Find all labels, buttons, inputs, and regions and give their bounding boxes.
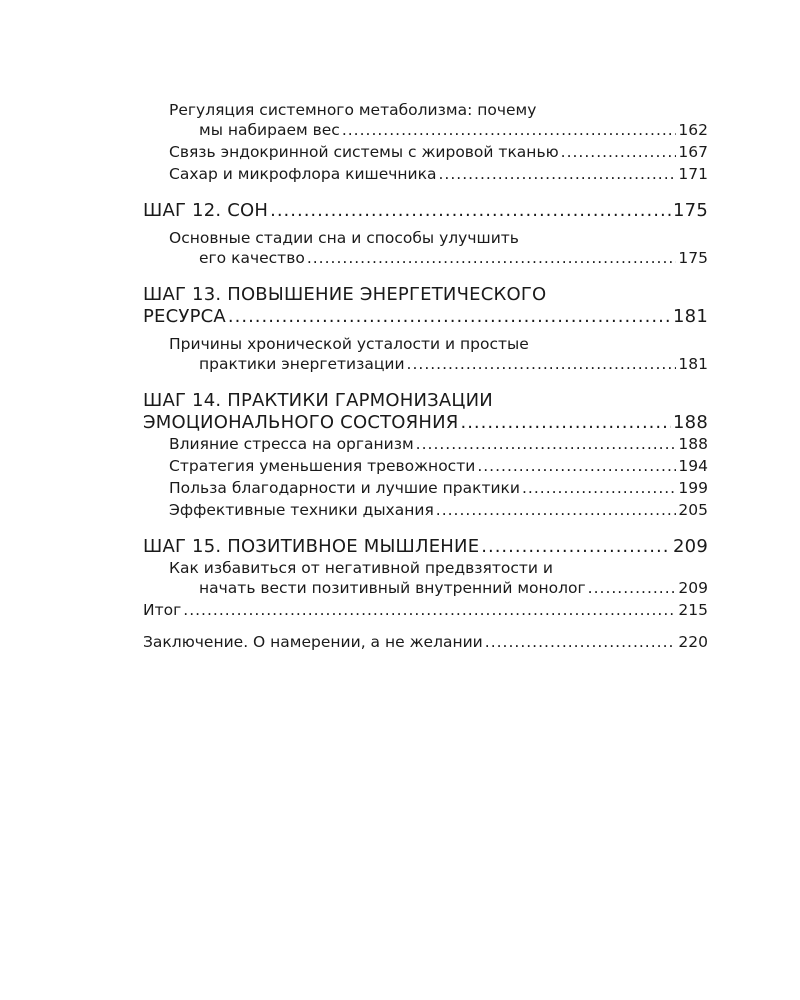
toc-entry-endocrine[interactable] bbox=[143, 142, 708, 162]
toc-entry-title-cont: начать вести позитивный внутренний монолог bbox=[199, 579, 586, 597]
page-number: 209 bbox=[673, 536, 708, 557]
page-number: 205 bbox=[678, 501, 708, 519]
leader-dots bbox=[485, 632, 677, 652]
leader-dots bbox=[561, 142, 677, 162]
page-number: 199 bbox=[678, 479, 708, 497]
page-number: 215 bbox=[678, 601, 708, 619]
chapter-title-cont: ЭМОЦИОНАЛЬНОГО СОСТОЯНИЯ bbox=[143, 412, 459, 433]
toc-entry-gratitude[interactable] bbox=[143, 478, 708, 498]
chapter-title: ШАГ 15. ПОЗИТИВНОЕ МЫШЛЕНИЕ bbox=[143, 536, 480, 557]
toc-entry-summary[interactable] bbox=[143, 600, 708, 620]
leader-dots bbox=[436, 500, 677, 520]
toc-entry-metabolism[interactable] bbox=[143, 100, 708, 140]
leader-dots bbox=[228, 306, 671, 328]
table-of-contents bbox=[143, 100, 708, 652]
toc-chapter-13[interactable] bbox=[143, 284, 708, 328]
page-number: 162 bbox=[678, 121, 708, 139]
chapter-title-cont: РЕСУРСА bbox=[143, 306, 226, 327]
toc-entry-sugar-microflora[interactable] bbox=[143, 164, 708, 184]
page-number: 175 bbox=[678, 249, 708, 267]
page-number: 194 bbox=[678, 457, 708, 475]
leader-dots bbox=[477, 456, 676, 476]
toc-entry-title: Заключение. О намерении, а не желании bbox=[143, 633, 483, 651]
toc-chapter-14[interactable] bbox=[143, 390, 708, 434]
toc-entry-title: Сахар и микрофлора кишечника bbox=[169, 165, 437, 183]
leader-dots bbox=[270, 200, 671, 222]
page-number: 167 bbox=[678, 143, 708, 161]
toc-entry-title: Регуляция системного метаболизма: почему bbox=[169, 101, 537, 119]
toc-entry-title: Итог bbox=[143, 601, 182, 619]
toc-entry-title-cont: мы набираем вес bbox=[199, 121, 340, 139]
chapter-title: ШАГ 12. СОН bbox=[143, 200, 269, 221]
leader-dots bbox=[481, 536, 671, 558]
page-number: 181 bbox=[678, 355, 708, 373]
toc-entry-stress[interactable] bbox=[143, 434, 708, 454]
page-number: 181 bbox=[673, 306, 708, 327]
page-number: 220 bbox=[678, 633, 708, 651]
toc-entry-conclusion[interactable] bbox=[143, 632, 708, 652]
page-number: 188 bbox=[673, 412, 708, 433]
leader-dots bbox=[407, 354, 677, 374]
chapter-title: ШАГ 14. ПРАКТИКИ ГАРМОНИЗАЦИИ bbox=[143, 390, 493, 411]
toc-chapter-12[interactable] bbox=[143, 200, 708, 222]
toc-entry-title: Причины хронической усталости и простые bbox=[169, 335, 529, 353]
toc-entry-title-cont: практики энергетизации bbox=[199, 355, 405, 373]
toc-entry-fatigue[interactable] bbox=[143, 334, 708, 374]
leader-dots bbox=[183, 600, 676, 620]
leader-dots bbox=[439, 164, 677, 184]
page-number: 188 bbox=[678, 435, 708, 453]
page-number: 175 bbox=[673, 200, 708, 221]
toc-entry-negativity-bias[interactable] bbox=[143, 558, 708, 598]
toc-entry-title: Связь эндокринной системы с жировой тканью bbox=[169, 143, 559, 161]
page-number: 171 bbox=[678, 165, 708, 183]
leader-dots bbox=[588, 578, 677, 598]
toc-entry-title-cont: его качество bbox=[199, 249, 305, 267]
page-number: 209 bbox=[678, 579, 708, 597]
chapter-title: ШАГ 13. ПОВЫШЕНИЕ ЭНЕРГЕТИЧЕСКОГО bbox=[143, 284, 547, 305]
toc-chapter-15[interactable] bbox=[143, 536, 708, 558]
toc-entry-title: Основные стадии сна и способы улучшить bbox=[169, 229, 519, 247]
toc-entry-title: Польза благодарности и лучшие практики bbox=[169, 479, 520, 497]
leader-dots bbox=[460, 412, 671, 434]
toc-entry-breathing[interactable] bbox=[143, 500, 708, 520]
toc-entry-title: Стратегия уменьшения тревожности bbox=[169, 457, 476, 475]
toc-entry-anxiety[interactable] bbox=[143, 456, 708, 476]
toc-entry-title: Влияние стресса на организм bbox=[169, 435, 414, 453]
leader-dots bbox=[307, 248, 677, 268]
leader-dots bbox=[416, 434, 677, 454]
toc-entry-sleep-stages[interactable] bbox=[143, 228, 708, 268]
leader-dots bbox=[522, 478, 676, 498]
toc-entry-title: Эффективные техники дыхания bbox=[169, 501, 434, 519]
toc-entry-title: Как избавиться от негативной предвзятости и bbox=[169, 559, 553, 577]
leader-dots bbox=[342, 120, 677, 140]
